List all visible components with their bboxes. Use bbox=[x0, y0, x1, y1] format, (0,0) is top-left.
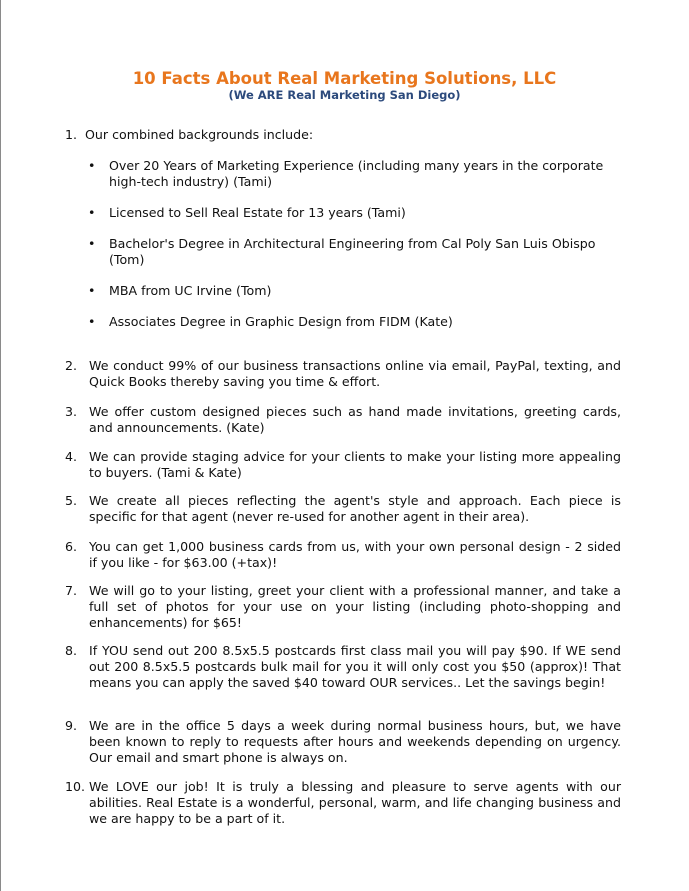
document-subtitle: (We ARE Real Marketing San Diego) bbox=[228, 88, 461, 102]
bullet-icon: • bbox=[88, 236, 96, 251]
fact-number: 3. bbox=[65, 404, 78, 419]
list-item: • Bachelor's Degree in Architectural Engineering from Cal Poly San Luis Obispo (Tom) bbox=[88, 236, 596, 267]
fact-9 bbox=[65, 718, 621, 766]
background-list bbox=[88, 158, 628, 345]
fact-text: We are in the office 5 days a week during normal business hours, but, we have been known to reply to requests after hours and weekends depending on urgency. Our email and smart phone is always on. bbox=[89, 718, 621, 765]
fact-text: We will go to your listing, greet your client with a professional manner, and take a full set of photos for your use on your listing (including photo-shopping and enhancements) for $65! bbox=[89, 583, 621, 630]
fact-number: 8. bbox=[65, 643, 78, 658]
list-item: • Associates Degree in Graphic Design from FIDM (Kate) bbox=[88, 314, 453, 329]
document-title: 10 Facts About Real Marketing Solutions, LLC bbox=[132, 69, 557, 88]
fact-5 bbox=[65, 493, 621, 525]
fact-text: We can provide staging advice for your clients to make your listing more appealing to buyers. (Tami & Kate) bbox=[89, 449, 621, 480]
fact-number: 2. bbox=[65, 358, 78, 373]
bullet-icon: • bbox=[88, 283, 96, 298]
bullet-icon: • bbox=[88, 158, 96, 173]
list-item: • MBA from UC Irvine (Tom) bbox=[88, 283, 272, 298]
fact-3 bbox=[65, 404, 621, 436]
list-item: • Over 20 Years of Marketing Experience (including many years in the corporate high-tech industry) (Tami) bbox=[88, 158, 604, 189]
fact-number: 5. bbox=[65, 493, 78, 508]
fact-1 bbox=[65, 127, 313, 142]
fact-number: 6. bbox=[65, 539, 78, 554]
fact-10 bbox=[65, 779, 621, 827]
fact-number: 10. bbox=[65, 779, 86, 794]
fact-text: Our combined backgrounds include: bbox=[85, 127, 314, 142]
fact-number: 7. bbox=[65, 583, 78, 598]
fact-number: 1. bbox=[65, 127, 78, 142]
bullet-icon: • bbox=[88, 205, 96, 220]
fact-number: 4. bbox=[65, 449, 78, 464]
fact-text: We create all pieces reflecting the agent's style and approach. Each piece is specific for that agent (never re-used for another agent in their area). bbox=[89, 493, 621, 524]
list-item: • Licensed to Sell Real Estate for 13 years (Tami) bbox=[88, 205, 406, 220]
fact-6 bbox=[65, 539, 621, 571]
fact-2 bbox=[65, 358, 621, 390]
fact-number: 9. bbox=[65, 718, 78, 733]
page-left-border bbox=[0, 0, 1, 891]
fact-text: We offer custom designed pieces such as hand made invitations, greeting cards, and announcements. (Kate) bbox=[89, 404, 621, 435]
fact-4 bbox=[65, 449, 621, 481]
fact-text: We conduct 99% of our business transactions online via email, PayPal, texting, and Quick Books thereby saving you time & effort. bbox=[89, 358, 621, 389]
fact-7 bbox=[65, 583, 621, 631]
fact-text: If YOU send out 200 8.5x5.5 postcards first class mail you will pay $90. If WE send out 200 8.5x5.5 postcards bulk mail for you it will only cost you $50 (approx)! That means you can apply the saved $40 toward OUR services.. Let the savings begin! bbox=[89, 643, 621, 690]
bullet-icon: • bbox=[88, 314, 96, 329]
fact-text: We LOVE our job! It is truly a blessing and pleasure to serve agents with our abilities. Real Estate is a wonderful, personal, warm, and life changing business and we are happy to be a part of it. bbox=[89, 779, 621, 826]
fact-8 bbox=[65, 643, 621, 691]
fact-text: You can get 1,000 business cards from us, with your own personal design - 2 sided if you like - for $63.00 (+tax)! bbox=[89, 539, 621, 570]
